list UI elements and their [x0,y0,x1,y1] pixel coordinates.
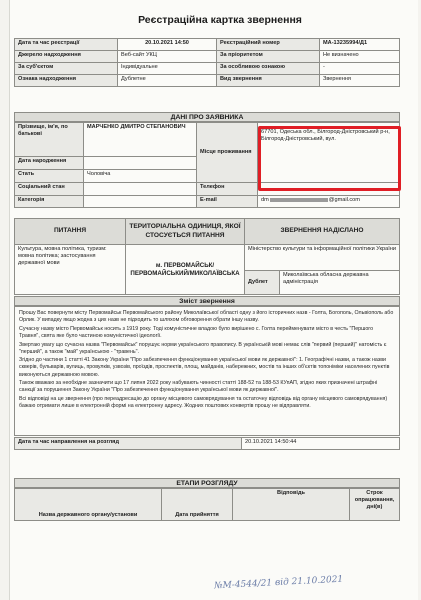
sent-header: ЗВЕРНЕННЯ НАДІСЛАНО [245,219,400,245]
forward-value: 20.10.2021 14:50:44 [242,438,400,450]
forward-label: Дата та час направлення на розгляд [15,438,242,450]
type-value: Звернення [320,75,400,87]
email-domain: @gmail.com [328,197,360,203]
sent-to-value: Міністерство культури та інформаційної політики України [245,245,400,271]
name-value: МАРЧЕНКО ДМИТРО СТЕПАНОВИЧ [84,123,197,157]
priority-label: За пріоритетом [217,51,320,63]
reg-number-value: МА-13235994/Д1 [320,39,400,51]
stages-answer-header: Відповідь [233,489,350,521]
stages-org-header: Назва державного органу/установи [15,489,162,521]
routing-body-table [14,244,400,295]
category-value [84,196,197,208]
content-body [14,306,400,436]
email-value [258,196,400,208]
address-label: Місце проживання [197,123,258,183]
phone-label: Телефон [197,183,258,196]
stages-header: ЕТАПИ РОЗГЛЯДУ [14,478,400,488]
source-label: Джерело надходження [15,51,118,63]
territory-value: м. ПЕРВОМАЙСЬК/ПЕРВОМАЙСЬКИЙ/МИКОЛАЇВСЬКА [126,245,245,295]
birth-label: Дата народження [15,157,84,170]
duplicate-label: Дублет [245,271,280,295]
content-paragraph: Сучасну назву місто Первомайськ носить з 1919 року. Тоді комуністичне владою було вирішено с. Голта перейменувати місто в честь "Першого Травня", свята яке було частиною комуністичної ідеології. [19,325,374,339]
content-header: Зміст звернення [14,296,400,306]
registration-table [14,38,400,87]
subject-label: За суб'єктом [15,63,118,75]
address-redaction-box [258,126,401,191]
sex-value: Чоловіча [84,170,197,183]
name-label: Прізвище, ім'я, по батькові [15,123,84,157]
content-paragraph: Також вважаю за необхідне зазначити що 17 липня 2022 року набувають чинності статті 188-52 та 188-53 КУпАП, згідно яких призначені штрафні санкції за порушення Закону України "Про забезпечення функціонування української мови як державної". [19,380,378,394]
routing-table [14,218,400,245]
email-redaction [270,198,328,202]
social-value [84,183,197,196]
question-value: Культура, мовна політика, туризм: мовна політика; застосування державної мови [15,245,126,295]
stages-term-header: Строк опрацювання, дні(в) [350,489,400,521]
birth-value [84,157,197,170]
content-paragraph: Звертаю увагу що сучасна назва "Первомайськ" порушує норми українського правопису. В українській мові немає слів "первий (перший)" натомість є "перший", а також "май" українською - "травень". [19,341,387,355]
document-title: Реєстраційна картка звернення [138,14,302,26]
source-value: Веб-сайт УКЦ [118,51,217,63]
territory-header: ТЕРИТОРІАЛЬНА ОДИНИЦЯ, ЯКОЇ СТОСУЄТЬСЯ ПИТАННЯ [126,219,245,245]
condition-label: За особливою ознакою [217,63,320,75]
reg-date-value: 20.10.2021 14:50 [118,39,217,51]
applicant-header: ДАНІ ПРО ЗАЯВНИКА [14,112,400,122]
priority-value: Не визначено [320,51,400,63]
content-paragraph: Прошу Вас повернути місту Первомайськ Первомайського району Миколаївської області одну з його історичних назв - Голта, Богополь, Ольвіополь або Орлик. У випадку якщо жодна з цих назв не підходить то шляхом обговорення обрати іншу назву. [19,310,394,324]
email-local: dm [261,197,269,203]
type-label: Вид звернення [217,75,320,87]
category-label: Категорія [15,196,84,208]
sex-label: Стать [15,170,84,183]
content-paragraph: Згідно до частини 1 статті 41 Закону України "Про забезпечення функціонування української мови як державної": 1. Географічні назви, а також назви скверів, бульварів, вулиць, провулків, узвозів, проїздів, проспектів, площ, майданів, набережних, мостів та інших об'єктів топоніміки населених пунктів виконуються державною мовою. [19,357,390,378]
reg-date-label: Дата та час реєстрації [15,39,118,51]
question-header: ПИТАННЯ [15,219,126,245]
duplicate-value: Миколаївська обласна державна адміністрація [280,271,400,295]
stages-date-header: Дата прийняття [162,489,233,521]
email-label: E-mail [197,196,258,208]
address-value: 67701, Одеська обл., Білгород-Дністровський р-н, Білгород-Дністровський, вул. [258,123,400,183]
reg-number-label: Реєстраційний номер [217,39,320,51]
stages-table [14,488,400,521]
sign-value: Дублетне [118,75,217,87]
subject-value: Індивідуальне [118,63,217,75]
registration-stamp: №М-4544/21 від 21.10.2021 [213,574,344,592]
sign-label: Ознака надходження [15,75,118,87]
content-paragraph: Всі відповіді на це звернення (про переадресацію до органу місцевого самоврядування та остаточну відповідь від органу місцевого самоврядування) бажаю отримати лише в електронній формі на електронну адресу. Жодних поштових конвертів прошу не відправляти. [19,396,388,410]
condition-value: - [320,63,400,75]
social-label: Соціальний стан [15,183,84,196]
forward-table [14,437,400,450]
